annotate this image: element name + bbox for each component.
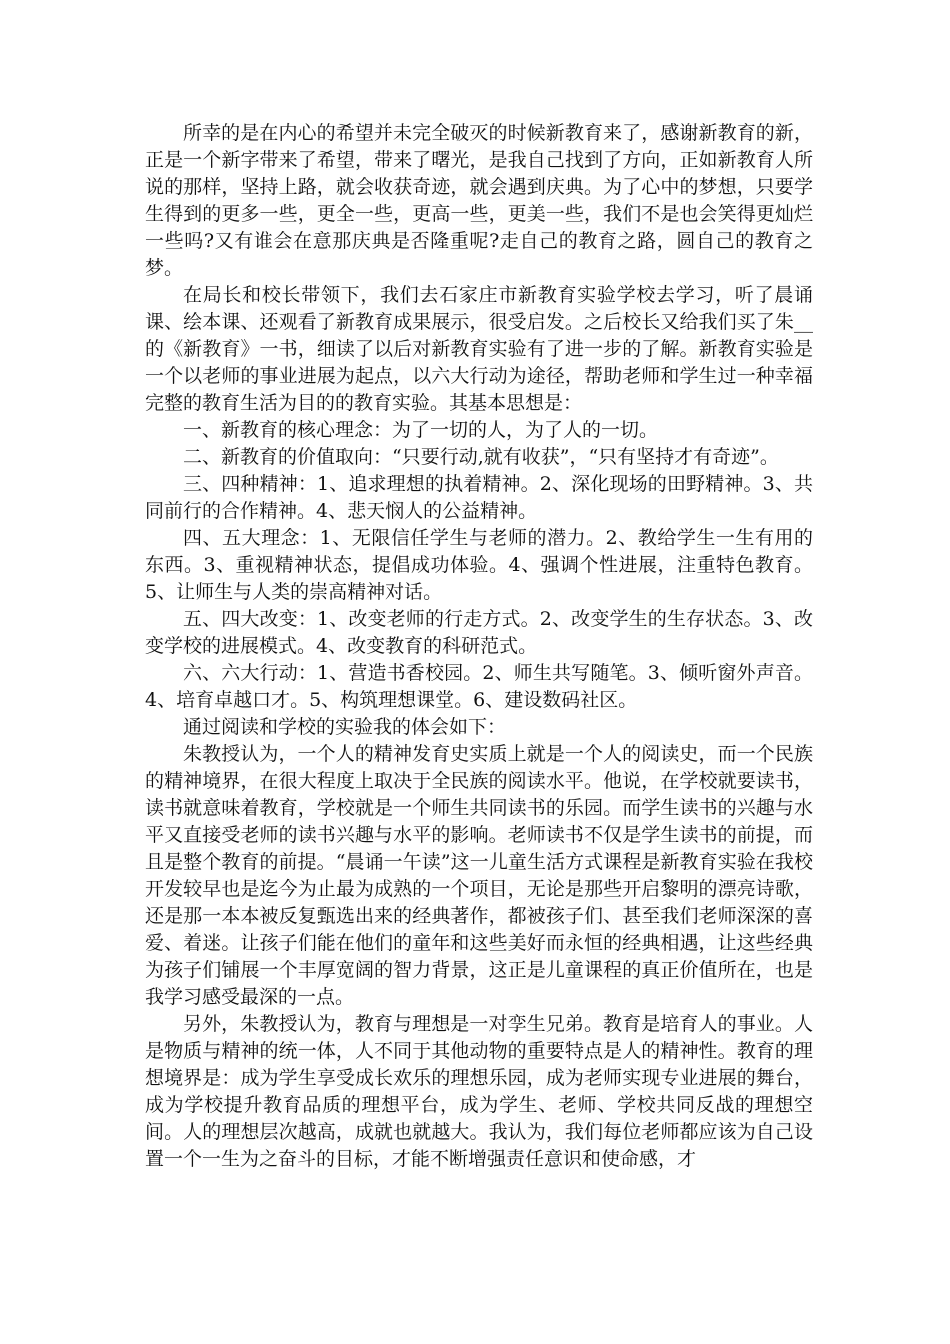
paragraph-2: 在局长和校长带领下，我们去石家庄市新教育实验学校去学习，听了晨诵课、绘本课、还观看了新教育成果展示，很受启发。之后校长又给我们买了朱__的《新教育》一书，细读了以后对新教育实验有了进一步的了解。新教育实验是一个以老师的事业进展为起点，以六大行动为途径，帮助老师和学生过一种幸福完整的教育生活为目的的教育实验。其基本思想是： [145,284,813,414]
paragraph-7: 五、四大改变：1、改变老师的行走方式。2、改变学生的生存状态。3、改变学校的进展模式。4、改变教育的科研范式。 [145,608,813,657]
paragraph-8: 六、六大行动：1、营造书香校园。2、师生共写随笔。3、倾听窗外声音。4、培育卓越口才。5、构筑理想课堂。6、建设数码社区。 [145,662,813,711]
document-body [145,120,813,1173]
paragraph-3: 一、新教育的核心理念：为了一切的人，为了人的一切。 [183,419,659,441]
paragraph-6: 四、五大理念：1、无限信任学生与老师的潜力。2、教给学生一生有用的东西。3、重视精神状态，提倡成功体验。4、强调个性进展，注重特色教育。5、让师生与人类的崇高精神对话。 [145,527,813,603]
paragraph-10: 朱教授认为，一个人的精神发育史实质上就是一个人的阅读史，而一个民族的精神境界，在很大程度上取决于全民族的阅读水平。他说，在学校就要读书，读书就意味着教育，学校就是一个师生共同读书的乐园。而学生读书的兴趣与水平又直接受老师的读书兴趣与水平的影响。老师读书不仅是学生读书的前提，而且是整个教育的前提。“晨诵一午读”这一儿童生活方式课程是新教育实验在我校开发较早也是迄今为止最为成熟的一个项目，无论是那些开启黎明的漂亮诗歌，还是那一本本被反复甄选出来的经典著作，都被孩子们、甚至我们老师深深的喜爱、着迷。让孩子们能在他们的童年和这些美好而永恒的经典相遇，让这些经典为孩子们铺展一个丰厚宽阔的智力背景，这正是儿童课程的真正价值所在，也是我学习感受最深的一点。 [145,743,813,1008]
paragraph-9: 通过阅读和学校的实验我的体会如下： [183,716,507,738]
paragraph-4: 二、新教育的价值取向：“只要行动,就有收获”，“只有坚持才有奇迹”。 [183,446,779,468]
paragraph-5: 三、四种精神：1、追求理想的执着精神。2、深化现场的田野精神。3、共同前行的合作精神。4、悲天悯人的公益精神。 [145,473,813,522]
paragraph-1: 所幸的是在内心的希望并未完全破灭的时候新教育来了，感谢新教育的新，正是一个新字带来了希望，带来了曙光，是我自己找到了方向，正如新教育人所说的那样，坚持上路，就会收获奇迹，就会遇到庆典。为了心中的梦想，只要学生得到的更多一些，更全一些，更高一些，更美一些，我们不是也会笑得更灿烂一些吗?又有谁会在意那庆典是否隆重呢?走自己的教育之路，圆自己的教育之梦。 [145,122,813,279]
paragraph-11: 另外，朱教授认为，教育与理想是一对孪生兄弟。教育是培育人的事业。人是物质与精神的统一体，人不同于其他动物的重要特点是人的精神性。教育的理想境界是：成为学生享受成长欢乐的理想乐园，成为老师实现专业进展的舞台，成为学校提升教育品质的理想平台，成为学生、老师、学校共同反战的理想空间。人的理想层次越高，成就也就越大。我认为，我们每位老师都应该为自己设置一个一生为之奋斗的目标，才能不断增强责任意识和使命感，才 [145,1013,813,1170]
